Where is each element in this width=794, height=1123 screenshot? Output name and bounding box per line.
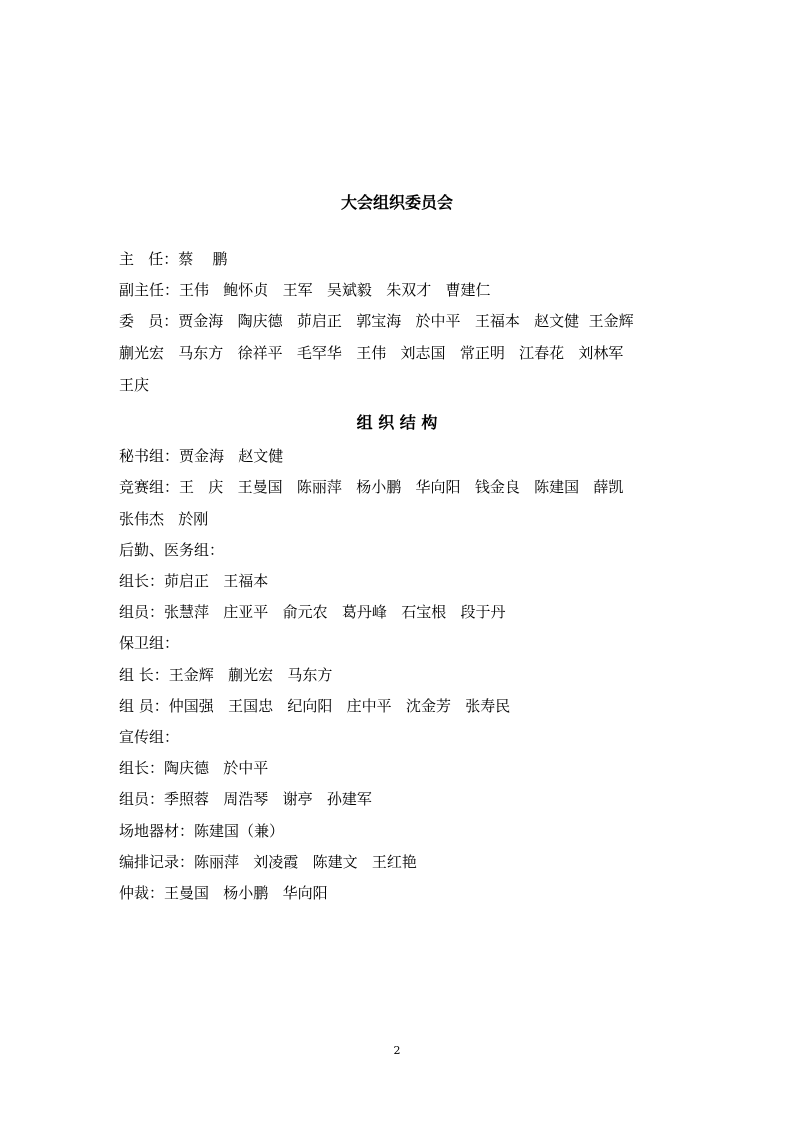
text-line: 编排记录：陈丽萍 刘凌霞 陈建文 王红艳 (119, 853, 417, 871)
text-line: 秘书组：贾金海 赵文健 (119, 447, 284, 465)
text-line: 蒯光宏 马东方 徐祥平 毛罕华 王伟 刘志国 常正明 江春花 刘林军 (119, 344, 624, 362)
text-line: 组员：张慧萍 庄亚平 俞元农 葛丹峰 石宝根 段于丹 (119, 603, 506, 621)
text-line: 仲裁：王曼国 杨小鹏 华向阳 (119, 884, 328, 902)
text-line: 主 任：蔡 鹏 (119, 250, 228, 268)
text-line: 副主任：王伟 鲍怀贞 王军 吴斌毅 朱双才 曹建仁 (119, 281, 491, 299)
text-line: 组员：季照蓉 周浩琴 谢亭 孙建军 (119, 790, 372, 808)
text-line: 保卫组： (119, 634, 180, 652)
committee-title: 大会组织委员会 (340, 193, 453, 212)
text-line: 组长：茆启正 王福本 (119, 572, 269, 590)
text-line: 后勤、医务组： (119, 541, 225, 559)
text-line: 竞赛组：王 庆 王曼国 陈丽萍 杨小鹏 华向阳 钱金良 陈建国 薛凯 (119, 478, 624, 496)
text-line: 组长：陶庆德 於中平 (119, 759, 269, 777)
page-number: 2 (393, 1044, 401, 1057)
text-line: 张伟杰 於刚 (119, 510, 209, 528)
structure-title: 组 织 结 构 (356, 413, 438, 432)
text-line: 王庆 (119, 376, 150, 394)
text-line: 委 员：贾金海 陶庆德 茆启正 郭宝海 於中平 王福本 赵文健 王金辉 (119, 312, 634, 330)
text-line: 组 长：王金辉 蒯光宏 马东方 (119, 666, 333, 684)
text-line: 宣传组： (119, 728, 180, 746)
text-line: 组 员：仲国强 王国忠 纪向阳 庄中平 沈金芳 张寿民 (119, 697, 511, 715)
text-line: 场地器材：陈建国（兼） (119, 822, 285, 840)
